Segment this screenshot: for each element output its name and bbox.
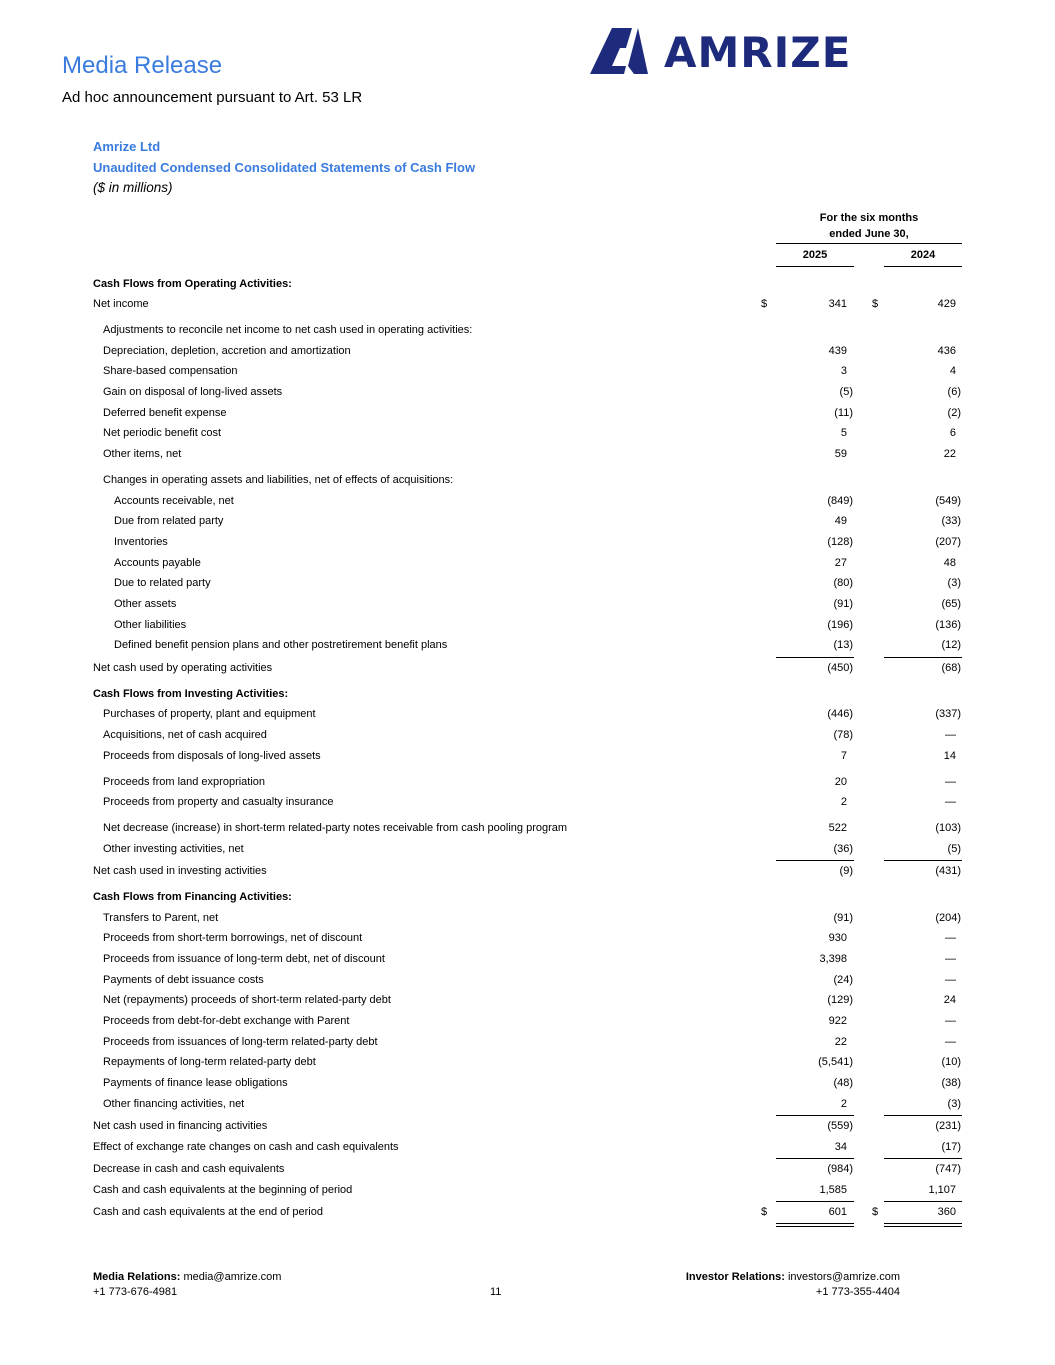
row-label: Due from related party bbox=[114, 515, 224, 527]
total-double-rule bbox=[776, 1223, 854, 1227]
row-label: Adjustments to reconcile net income to net cash used in operating activities: bbox=[103, 324, 473, 336]
value-2025: 341 bbox=[828, 298, 847, 310]
row-label: Proceeds from short-term borrowings, net of discount bbox=[103, 932, 363, 944]
value-2025: 522 bbox=[828, 822, 847, 834]
statement-units: ($ in millions) bbox=[93, 180, 173, 195]
table-row bbox=[0, 575, 1055, 591]
value-2024: (3) bbox=[947, 577, 961, 589]
table-row bbox=[0, 617, 1055, 633]
value-2024: 429 bbox=[937, 298, 956, 310]
value-2025: (9) bbox=[839, 865, 853, 877]
subtotal-rule bbox=[884, 1115, 962, 1116]
row-label: Cash and cash equivalents at the beginning of period bbox=[93, 1184, 353, 1196]
value-2024: — bbox=[945, 1015, 956, 1027]
table-row bbox=[0, 343, 1055, 359]
row-label: Other assets bbox=[114, 598, 177, 610]
value-2024: (6) bbox=[947, 386, 961, 398]
media-relations-phone: +1 773-676-4981 bbox=[93, 1286, 178, 1298]
investor-relations bbox=[660, 1270, 900, 1300]
value-2024: (207) bbox=[935, 536, 961, 548]
value-2025: 1,585 bbox=[819, 1184, 847, 1196]
table-row bbox=[0, 1161, 1055, 1177]
value-2025: (984) bbox=[827, 1163, 853, 1175]
table-row bbox=[0, 992, 1055, 1008]
table-row bbox=[0, 1182, 1055, 1198]
row-label: Net periodic benefit cost bbox=[103, 427, 222, 439]
value-2024: — bbox=[945, 932, 956, 944]
value-2025: (91) bbox=[833, 912, 853, 924]
row-label: Accounts receivable, net bbox=[114, 495, 234, 507]
row-label: Other items, net bbox=[103, 448, 182, 460]
row-label: Net cash used in financing activities bbox=[93, 1120, 268, 1132]
row-label: Cash and cash equivalents at the end of period bbox=[93, 1206, 323, 1218]
row-label: Payments of finance lease obligations bbox=[103, 1077, 288, 1089]
table-row bbox=[0, 748, 1055, 764]
table-row bbox=[0, 1075, 1055, 1091]
value-2025: 439 bbox=[828, 345, 847, 357]
value-2025: 922 bbox=[828, 1015, 847, 1027]
value-2024: 22 bbox=[943, 448, 956, 460]
value-2024: (204) bbox=[935, 912, 961, 924]
table-row bbox=[0, 863, 1055, 879]
value-2024: 24 bbox=[943, 994, 956, 1006]
table-row bbox=[0, 910, 1055, 926]
table-row bbox=[0, 686, 1055, 702]
row-label: Transfers to Parent, net bbox=[103, 912, 219, 924]
table-row bbox=[0, 841, 1055, 857]
value-2024: (38) bbox=[941, 1077, 961, 1089]
subtotal-rule bbox=[884, 1201, 962, 1202]
table-row bbox=[0, 596, 1055, 612]
value-2024: (68) bbox=[941, 662, 961, 674]
adhoc-subtitle: Ad hoc announcement pursuant to Art. 53 LR bbox=[62, 89, 363, 106]
value-2025: (91) bbox=[833, 598, 853, 610]
value-2024: (431) bbox=[935, 865, 961, 877]
row-label: Repayments of long-term related-party debt bbox=[103, 1056, 316, 1068]
row-label: Net (repayments) proceeds of short-term related-party debt bbox=[103, 994, 391, 1006]
media-relations-email[interactable]: media@amrize.com bbox=[183, 1271, 282, 1283]
value-2025: (5,541) bbox=[818, 1056, 853, 1068]
table-row bbox=[0, 555, 1055, 571]
investor-relations-email[interactable]: investors@amrize.com bbox=[787, 1271, 900, 1283]
table-row bbox=[0, 1204, 1055, 1220]
table-row bbox=[0, 276, 1055, 292]
row-label: Deferred benefit expense bbox=[103, 407, 227, 419]
table-row bbox=[0, 972, 1055, 988]
value-2024: (65) bbox=[941, 598, 961, 610]
value-2025: 2 bbox=[840, 796, 847, 808]
table-row bbox=[0, 889, 1055, 905]
value-2024: 6 bbox=[949, 427, 956, 439]
value-2025: 5 bbox=[840, 427, 847, 439]
row-label: Share-based compensation bbox=[103, 365, 238, 377]
row-label: Changes in operating assets and liabilities, net of effects of acquisitions: bbox=[103, 474, 454, 486]
value-2024: (103) bbox=[935, 822, 961, 834]
table-row bbox=[0, 493, 1055, 509]
total-double-rule bbox=[884, 1223, 962, 1227]
row-label: Net income bbox=[93, 298, 149, 310]
value-2024: (747) bbox=[935, 1163, 961, 1175]
subtotal-rule bbox=[776, 1158, 854, 1159]
row-label: Cash Flows from Financing Activities: bbox=[93, 891, 292, 903]
table-row bbox=[0, 660, 1055, 676]
value-2025: 20 bbox=[834, 776, 847, 788]
period-header-rule bbox=[776, 243, 962, 244]
amrize-logo bbox=[588, 26, 866, 78]
value-2025: 22 bbox=[834, 1036, 847, 1048]
value-2025: 3 bbox=[840, 365, 847, 377]
value-2024: — bbox=[945, 974, 956, 986]
value-2025: (24) bbox=[833, 974, 853, 986]
table-row bbox=[0, 513, 1055, 529]
value-2024: — bbox=[945, 776, 956, 788]
amrize-logo-wordmark: AMRIZE bbox=[664, 28, 852, 77]
row-label: Purchases of property, plant and equipment bbox=[103, 708, 316, 720]
value-2025: (559) bbox=[827, 1120, 853, 1132]
table-row bbox=[0, 637, 1055, 653]
row-label: Proceeds from debt-for-debt exchange with Parent bbox=[103, 1015, 350, 1027]
value-2024: (12) bbox=[941, 639, 961, 651]
row-label: Proceeds from disposals of long-lived assets bbox=[103, 750, 321, 762]
table-row bbox=[0, 384, 1055, 400]
value-2025: 34 bbox=[834, 1141, 847, 1153]
amrize-logo-mark-icon bbox=[588, 26, 658, 76]
investor-relations-phone: +1 773-355-4404 bbox=[815, 1286, 900, 1298]
row-label: Acquisitions, net of cash acquired bbox=[103, 729, 267, 741]
value-2025: 7 bbox=[840, 750, 847, 762]
column-header-2025: 2025 bbox=[802, 249, 828, 261]
value-2025: (11) bbox=[834, 407, 853, 419]
table-row bbox=[0, 446, 1055, 462]
table-row bbox=[0, 930, 1055, 946]
row-label: Proceeds from land expropriation bbox=[103, 776, 266, 788]
row-label: Due to related party bbox=[114, 577, 211, 589]
company-name: Amrize Ltd bbox=[93, 139, 161, 154]
row-label: Cash Flows from Investing Activities: bbox=[93, 688, 289, 700]
row-label: Other financing activities, net bbox=[103, 1098, 245, 1110]
table-row bbox=[0, 322, 1055, 338]
table-row bbox=[0, 1139, 1055, 1155]
value-2025: 601 bbox=[828, 1206, 847, 1218]
table-row bbox=[0, 363, 1055, 379]
value-2024: — bbox=[945, 1036, 956, 1048]
value-2024: — bbox=[945, 953, 956, 965]
value-2024: 360 bbox=[937, 1206, 956, 1218]
value-2025: (196) bbox=[827, 619, 853, 631]
value-2025: (48) bbox=[833, 1077, 853, 1089]
table-row bbox=[0, 706, 1055, 722]
period-header bbox=[776, 210, 962, 242]
investor-relations-label: Investor Relations: bbox=[685, 1271, 785, 1283]
value-2025: 3,398 bbox=[819, 953, 847, 965]
value-2025: (5) bbox=[839, 386, 853, 398]
subtotal-rule bbox=[776, 1201, 854, 1202]
table-row bbox=[0, 951, 1055, 967]
column-header-2024: 2024 bbox=[910, 249, 936, 261]
value-2024: (337) bbox=[935, 708, 961, 720]
media-release-title: Media Release bbox=[62, 52, 223, 79]
value-2024: (3) bbox=[947, 1098, 961, 1110]
table-row bbox=[0, 1054, 1055, 1070]
value-2025: 49 bbox=[834, 515, 847, 527]
row-label: Proceeds from property and casualty insurance bbox=[103, 796, 334, 808]
value-2024: 14 bbox=[943, 750, 956, 762]
table-row bbox=[0, 425, 1055, 441]
row-label: Effect of exchange rate changes on cash and cash equivalents bbox=[93, 1141, 399, 1153]
row-label: Proceeds from issuances of long-term related-party debt bbox=[103, 1036, 378, 1048]
value-2025: (13) bbox=[833, 639, 853, 651]
period-header-line1: For the six months bbox=[819, 212, 919, 224]
table-row bbox=[0, 405, 1055, 421]
statement-title: Unaudited Condensed Consolidated Statements of Cash Flow bbox=[93, 160, 476, 175]
table-row bbox=[0, 794, 1055, 810]
currency-symbol: $ bbox=[872, 298, 879, 310]
row-label: Decrease in cash and cash equivalents bbox=[93, 1163, 285, 1175]
value-2024: (136) bbox=[935, 619, 961, 631]
row-label: Gain on disposal of long-lived assets bbox=[103, 386, 283, 398]
value-2025: (849) bbox=[827, 495, 853, 507]
value-2025: 27 bbox=[834, 557, 847, 569]
value-2024: (10) bbox=[941, 1056, 961, 1068]
value-2025: (80) bbox=[833, 577, 853, 589]
value-2025: (128) bbox=[827, 536, 853, 548]
value-2025: (129) bbox=[827, 994, 853, 1006]
value-2024: (231) bbox=[935, 1120, 961, 1132]
row-label: Defined benefit pension plans and other postretirement benefit plans bbox=[114, 639, 448, 651]
subtotal-rule bbox=[884, 860, 962, 861]
table-row bbox=[0, 1118, 1055, 1134]
value-2025: (450) bbox=[827, 662, 853, 674]
row-label: Accounts payable bbox=[114, 557, 201, 569]
row-label: Net decrease (increase) in short-term related-party notes receivable from cash pooling program bbox=[103, 822, 568, 834]
media-relations bbox=[93, 1270, 281, 1300]
value-2024: 1,107 bbox=[928, 1184, 956, 1196]
row-label: Other investing activities, net bbox=[103, 843, 244, 855]
subtotal-rule bbox=[776, 1115, 854, 1116]
table-row bbox=[0, 1096, 1055, 1112]
subtotal-rule bbox=[776, 860, 854, 861]
value-2025: (78) bbox=[833, 729, 853, 741]
table-row bbox=[0, 1013, 1055, 1029]
table-row bbox=[0, 296, 1055, 312]
value-2024: 436 bbox=[937, 345, 956, 357]
table-row bbox=[0, 820, 1055, 836]
currency-symbol: $ bbox=[761, 1206, 768, 1218]
value-2025: 59 bbox=[834, 448, 847, 460]
value-2024: — bbox=[945, 796, 956, 808]
subtotal-rule bbox=[884, 657, 962, 658]
value-2024: 48 bbox=[943, 557, 956, 569]
table-row bbox=[0, 727, 1055, 743]
row-label: Cash Flows from Operating Activities: bbox=[93, 278, 292, 290]
page-number: 11 bbox=[490, 1286, 502, 1298]
value-2025: (36) bbox=[833, 843, 853, 855]
media-relations-label: Media Relations: bbox=[93, 1271, 181, 1283]
row-label: Net cash used in investing activities bbox=[93, 865, 267, 877]
value-2024: (17) bbox=[941, 1141, 961, 1153]
column-header-rule-2024 bbox=[884, 266, 962, 267]
value-2024: (33) bbox=[941, 515, 961, 527]
value-2024: (5) bbox=[947, 843, 961, 855]
table-row bbox=[0, 534, 1055, 550]
subtotal-rule bbox=[884, 1158, 962, 1159]
row-label: Net cash used by operating activities bbox=[93, 662, 273, 674]
row-label: Payments of debt issuance costs bbox=[103, 974, 264, 986]
column-header-rule-2025 bbox=[776, 266, 854, 267]
value-2025: (446) bbox=[827, 708, 853, 720]
currency-symbol: $ bbox=[761, 298, 768, 310]
subtotal-rule bbox=[776, 657, 854, 658]
row-label: Proceeds from issuance of long-term debt, net of discount bbox=[103, 953, 385, 965]
row-label: Depreciation, depletion, accretion and amortization bbox=[103, 345, 351, 357]
table-row bbox=[0, 1034, 1055, 1050]
row-label: Inventories bbox=[114, 536, 168, 548]
period-header-line2: ended June 30, bbox=[829, 228, 909, 240]
row-label: Other liabilities bbox=[114, 619, 187, 631]
value-2024: (549) bbox=[935, 495, 961, 507]
currency-symbol: $ bbox=[872, 1206, 879, 1218]
table-row bbox=[0, 774, 1055, 790]
value-2025: 2 bbox=[840, 1098, 847, 1110]
value-2025: 930 bbox=[828, 932, 847, 944]
value-2024: 4 bbox=[949, 365, 956, 377]
value-2024: (2) bbox=[947, 407, 961, 419]
value-2024: — bbox=[945, 729, 956, 741]
table-row bbox=[0, 472, 1055, 488]
